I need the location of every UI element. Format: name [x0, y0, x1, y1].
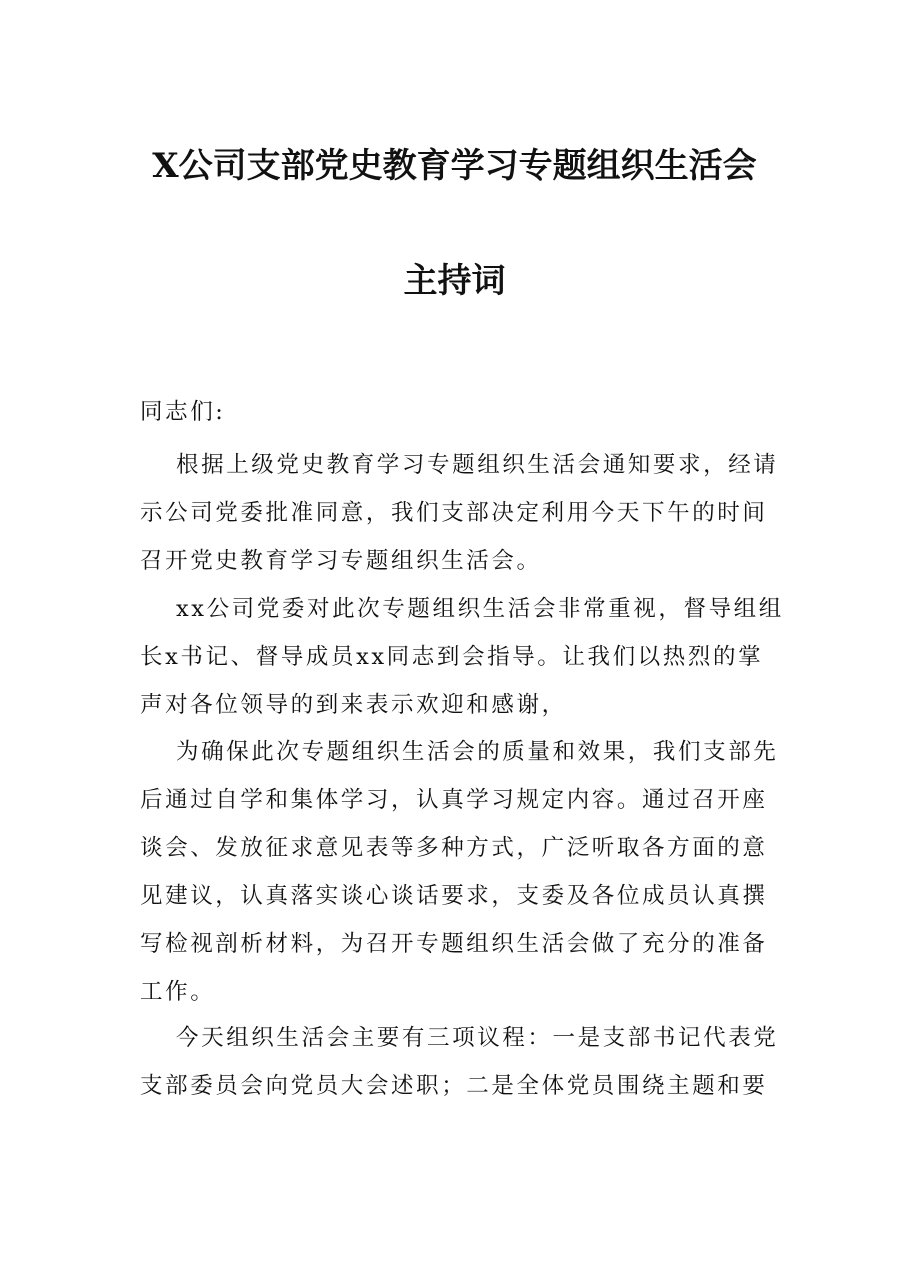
- paragraph-line: 根据上级党史教育学习专题组织生活会通知要求，经请: [176, 452, 779, 478]
- paragraph-line: 支部委员会向党员大会述职；二是全体党员围绕主题和要: [140, 1073, 768, 1099]
- paragraph-line: 为确保此次专题组织生活会的质量和效果，我们支部先: [176, 739, 779, 765]
- paragraph-line: 谈会、发放征求意见表等多种方式，广泛听取各方面的意: [140, 835, 768, 861]
- paragraph-line: 示公司党委批准同意，我们支部决定利用今天下午的时间: [140, 500, 768, 526]
- document-subtitle: 主持词: [403, 261, 506, 301]
- paragraph-3: [140, 728, 779, 1016]
- paragraph-2: [140, 585, 784, 729]
- paragraph-line: 声对各位领导的到来表示欢迎和感谢，: [140, 692, 567, 718]
- paragraph-line: xx公司党委对此次专题组织生活会非常重视，督导组组: [176, 596, 784, 622]
- salutation-text: 同志们:: [140, 399, 226, 425]
- paragraph-line: 工作。: [140, 979, 216, 1005]
- paragraph-4: [140, 1014, 779, 1110]
- paragraph-1: [140, 441, 779, 585]
- document-title: X公司支部党史教育学习专题组织生活会: [152, 146, 757, 186]
- paragraph-line: 后通过自学和集体学习，认真学习规定内容。通过召开座: [140, 787, 768, 813]
- paragraph-line: 长x书记、督导成员xx同志到会指导。让我们以热烈的掌: [140, 644, 764, 670]
- paragraph-line: 今天组织生活会主要有三项议程：一是支部书记代表党: [176, 1025, 779, 1051]
- salutation: [140, 388, 770, 436]
- paragraph-line: 写检视剖析材料，为召开专题组织生活会做了充分的准备: [140, 931, 768, 957]
- paragraph-line: 见建议，认真落实谈心谈话要求，支委及各位成员认真撰: [140, 883, 768, 909]
- paragraph-line: 召开党史教育学习专题组织生活会。: [140, 548, 542, 574]
